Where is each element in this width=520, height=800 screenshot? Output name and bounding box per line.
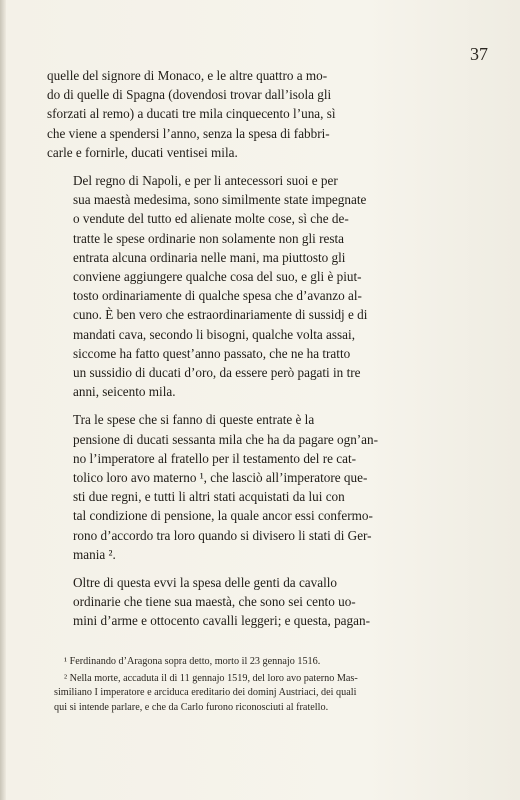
text-line: no l’imperatore al fratello per il testamento del re cat- bbox=[73, 450, 357, 466]
text-line: cuno. È ben vero che estraordinariamente di sussidj e di bbox=[73, 307, 368, 323]
footnote-line: similiano I imperatore e arciduca ereditario dei dominj Austriaci, dei quali bbox=[54, 687, 357, 698]
text-line: conviene aggiungere qualche cosa del suo, e gli è piut- bbox=[73, 269, 362, 285]
footnote-1 bbox=[54, 655, 474, 670]
text-line: ordinarie che tiene sua maestà, che sono sei cento uo- bbox=[73, 594, 356, 610]
text-line: Oltre di questa evvi la spesa delle genti da cavallo bbox=[73, 575, 338, 591]
paragraph-2 bbox=[47, 171, 471, 401]
text-line: pensione di ducati sessanta mila che ha da pagare ogn’an- bbox=[73, 431, 379, 447]
paragraph-1 bbox=[47, 66, 471, 162]
footnotes bbox=[54, 655, 474, 717]
text-line: o vendute del tutto ed alienate molte cose, sì che de- bbox=[73, 211, 349, 227]
text-line: Tra le spese che si fanno di queste entrate è la bbox=[73, 412, 315, 428]
text-line: tratte le spese ordinarie non solamente non gli resta bbox=[73, 230, 344, 246]
text-line: carle e fornirle, ducati ventisei mila. bbox=[47, 144, 238, 160]
text-line: tosto ordinariamente di qualche spesa che d’avanzo al- bbox=[73, 288, 362, 304]
text-line: entrata alcuna ordinaria nelle mani, ma piuttosto gli bbox=[73, 249, 346, 265]
text-line: quelle del signore di Monaco, e le altre quattro a mo- bbox=[47, 68, 328, 83]
page-number: 37 bbox=[470, 44, 488, 64]
text-line: che viene a spendersi l’anno, senza la spesa di fabbri- bbox=[47, 125, 330, 141]
text-line: mania ². bbox=[73, 546, 116, 562]
footnote-line: ¹ Ferdinando d’Aragona sopra detto, morto il 23 gennajo 1516. bbox=[64, 656, 321, 667]
page-edge bbox=[0, 0, 6, 800]
text-line: tolico loro avo materno ¹, che lasciò all’imperatore que- bbox=[73, 470, 368, 486]
text-line: Del regno di Napoli, e per li antecessori suoi e per bbox=[73, 173, 338, 189]
footnote-2 bbox=[54, 672, 474, 716]
text-line: un sussidio di ducati d’oro, da essere però pagati in tre bbox=[73, 365, 361, 381]
body-text bbox=[47, 66, 471, 640]
paragraph-4 bbox=[47, 573, 471, 631]
text-line: rono d’accordo tra loro quando si divisero li stati di Ger- bbox=[73, 527, 372, 543]
text-line: sua maestà medesima, sono similmente state impegnate bbox=[73, 192, 367, 208]
footnote-line: ² Nella morte, accaduta il dì 11 gennajo 1519, del loro avo paterno Mas- bbox=[64, 672, 358, 684]
text-line: tal condizione di pensione, la quale ancor essi confermo- bbox=[73, 508, 373, 524]
text-line: mini d’arme e ottocento cavalli leggeri; e questa, pagan- bbox=[73, 613, 370, 629]
text-line: sforzati al remo) a ducati tre mila cinquecento l’una, sì bbox=[47, 106, 336, 122]
paragraph-3 bbox=[47, 410, 471, 564]
footnote-line: qui si intende parlare, e che da Carlo furono riconosciuti al fratello. bbox=[54, 701, 329, 713]
text-line: sti due regni, e tutti li altri stati acquistati da lui con bbox=[73, 489, 345, 505]
text-line: do di quelle di Spagna (dovendosi trovar dall’isola gli bbox=[47, 87, 332, 103]
text-line: anni, seicento mila. bbox=[73, 384, 176, 400]
text-line: siccome ha fatto quest’anno passato, che ne ha tratto bbox=[73, 345, 351, 361]
text-line: mandati cava, secondo li bisogni, qualche volta assai, bbox=[73, 326, 355, 342]
